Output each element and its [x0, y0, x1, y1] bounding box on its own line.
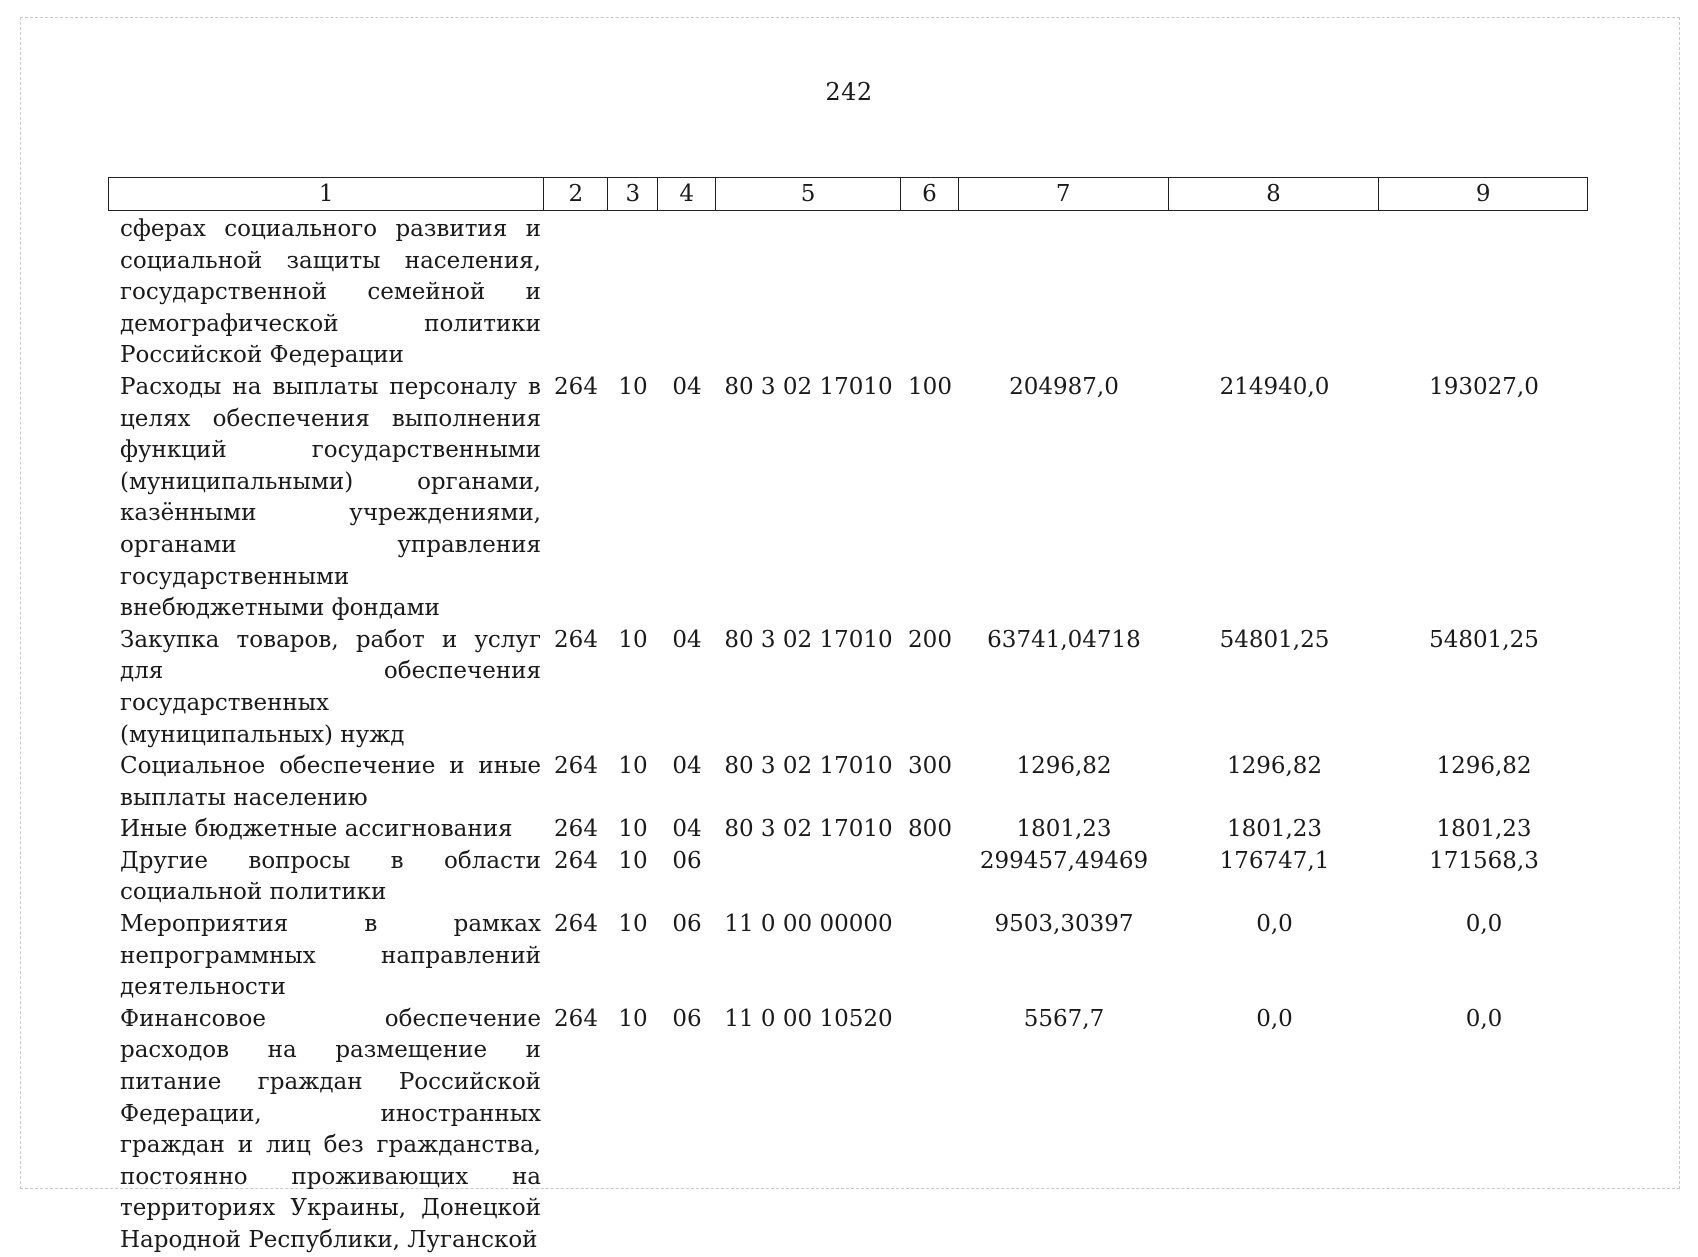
row-description: Другие вопросы в области социальной политики [120, 847, 541, 906]
row-code-expense-type: 200 [908, 626, 952, 653]
row-code-subsection: 06 [672, 1005, 702, 1032]
row-amount-8: 1801,23 [1226, 816, 1323, 843]
table-row [108, 625, 1588, 751]
row-code-section: 10 [618, 816, 648, 843]
header-col-9: 9 [1475, 181, 1491, 207]
row-code-subsection: 06 [672, 911, 702, 938]
header-col-7: 7 [959, 178, 1169, 210]
row-amount-9: 193027,0 [1429, 373, 1539, 400]
row-amount-9: 0,0 [1465, 911, 1503, 938]
row-amount-8: 176747,1 [1219, 847, 1330, 874]
row-amount-7: 1296,82 [1016, 753, 1112, 780]
row-code-target: 11 0 00 10520 [724, 1005, 893, 1032]
table-row [108, 846, 1588, 909]
header-col-3: 3 [608, 178, 658, 210]
row-amount-7: 63741,04718 [987, 626, 1141, 653]
row-amount-8: 1296,82 [1226, 753, 1323, 780]
row-amount-8: 0,0 [1256, 1005, 1293, 1032]
row-code-expense-type: 300 [908, 753, 952, 780]
row-code-section: 10 [618, 847, 648, 874]
table-row [108, 814, 1588, 846]
row-code-ministry: 264 [554, 816, 598, 843]
row-amount-9: 1296,82 [1436, 753, 1532, 780]
header-col-8: 8 [1169, 178, 1380, 210]
page-number: 242 [825, 78, 873, 106]
row-amount-9: 1801,23 [1436, 816, 1532, 843]
row-description: Финансовое обеспечение расходов на размещение и питание граждан Российской Федерации, иностранных граждан и лиц без гражданства, постоянно проживающих на территориях Украины, Донецкой Народной Республики, Луганской [120, 1005, 541, 1253]
row-amount-7: 9503,30397 [994, 911, 1134, 938]
row-code-subsection: 04 [672, 753, 702, 780]
row-description: Мероприятия в рамках непрограммных направлений деятельности [120, 911, 541, 1001]
row-amount-7: 299457,49469 [979, 847, 1149, 874]
table-row [108, 1004, 1588, 1257]
row-amount-7: 5567,7 [1023, 1005, 1105, 1032]
row-code-ministry: 264 [554, 847, 598, 874]
row-code-subsection: 04 [672, 626, 702, 653]
row-amount-9: 54801,25 [1429, 626, 1539, 653]
row-code-section: 10 [618, 753, 648, 780]
row-description: Социальное обеспечение и иные выплаты населению [120, 753, 541, 811]
row-description: Расходы на выплаты персоналу в целях обеспечения выполнения функций государственными (муниципальными) органами, казёнными учреждениями, органами управления государственными внебюджетными фондами [120, 373, 541, 622]
row-description: Иные бюджетные ассигнования [120, 816, 513, 843]
header-col-2: 2 [544, 178, 608, 210]
row-code-expense-type: 100 [908, 373, 952, 400]
table-row [108, 214, 1588, 372]
row-amount-8: 214940,0 [1219, 373, 1330, 400]
row-amount-7: 1801,23 [1016, 816, 1112, 843]
row-code-ministry: 264 [554, 373, 598, 400]
header-col-6: 6 [901, 178, 959, 210]
header-col-5: 5 [716, 178, 901, 210]
header-col-1: 1 [109, 178, 544, 210]
row-code-target: 80 3 02 17010 [724, 753, 893, 780]
row-code-subsection: 06 [672, 847, 702, 874]
table-row [108, 909, 1588, 1004]
row-code-ministry: 264 [554, 911, 598, 938]
table-header [108, 177, 1588, 211]
row-code-section: 10 [618, 1005, 648, 1032]
row-amount-9: 0,0 [1465, 1005, 1503, 1032]
row-code-expense-type: 800 [908, 816, 952, 843]
row-code-section: 10 [618, 626, 648, 653]
table-row [108, 751, 1588, 814]
row-code-target: 80 3 02 17010 [724, 373, 893, 400]
row-code-ministry: 264 [554, 753, 598, 780]
row-amount-8: 0,0 [1256, 911, 1293, 938]
row-amount-9: 171568,3 [1429, 847, 1539, 874]
header-col-4: 4 [658, 178, 716, 210]
row-code-section: 10 [618, 373, 648, 400]
row-code-target: 80 3 02 17010 [724, 816, 893, 843]
row-code-target: 80 3 02 17010 [724, 626, 893, 653]
row-code-section: 10 [618, 911, 648, 938]
row-code-subsection: 04 [672, 373, 702, 400]
row-amount-7: 204987,0 [1009, 373, 1119, 400]
table-row [108, 372, 1588, 625]
row-code-ministry: 264 [554, 1005, 598, 1032]
row-description: сферах социального развития и социальной защиты населения, государственной семейной и демографической политики Российской Федерации [120, 216, 541, 369]
row-code-target: 11 0 00 00000 [724, 911, 893, 938]
row-code-ministry: 264 [554, 626, 598, 653]
row-description: Закупка товаров, работ и услуг для обеспечения государственных (муниципальных) нужд [120, 626, 541, 748]
table-body [108, 214, 1588, 1257]
row-amount-8: 54801,25 [1219, 626, 1330, 653]
row-code-subsection: 04 [672, 816, 702, 843]
